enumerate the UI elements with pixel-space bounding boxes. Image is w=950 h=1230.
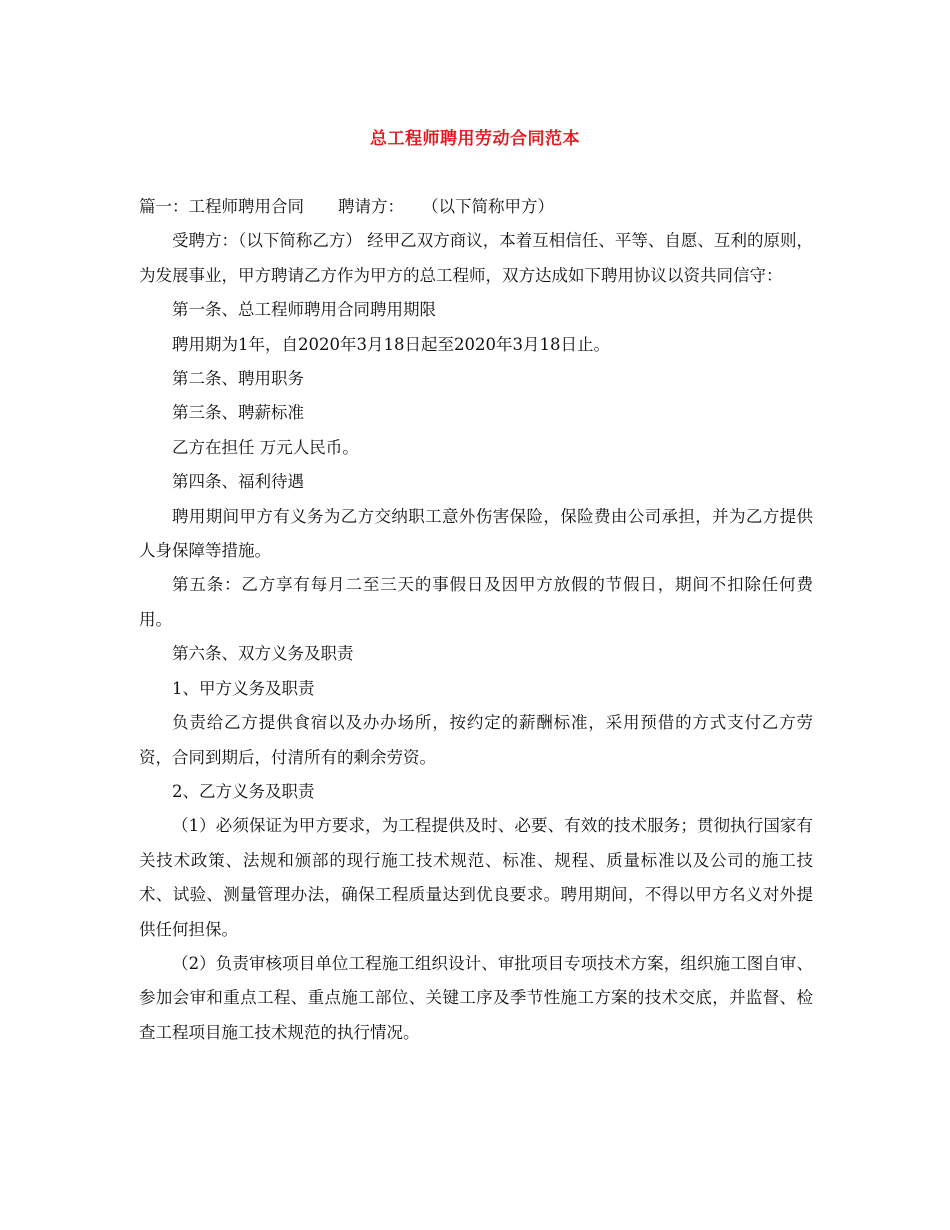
- paragraph: 乙方在担任 万元人民币。: [172, 437, 359, 457]
- document-title: 总工程师聘用劳动合同范本: [370, 129, 580, 149]
- sub-heading: 1、甲方义务及职责: [172, 678, 315, 698]
- article-heading: 第六条、双方义务及职责: [172, 644, 354, 664]
- sub-heading: 2、乙方义务及职责: [172, 781, 315, 801]
- paragraph: 负责给乙方提供食宿以及办办场所，按约定的薪酬标准，采用预借的方式支付乙方劳资，合同到期后，付清所有的剩余劳资。: [139, 713, 813, 767]
- intro-employer: 聘请方：: [338, 197, 404, 216]
- paragraph: （2）负责审核项目单位工程施工组织设计、审批项目专项技术方案，组织施工图自审、参加会审和重点工程、重点施工部位、关键工序及季节性施工方案的技术交底，并监督、检查工程项目施工技术规范的执行情况。: [139, 953, 813, 1042]
- paragraph: 聘用期为1年，自2020年3月18日起至2020年3月18日止。: [172, 334, 610, 354]
- document-body: [139, 190, 813, 1050]
- intro-line: [139, 190, 813, 224]
- paragraph: （1）必须保证为甲方要求，为工程提供及时、必要、有效的技术服务；贯彻执行国家有关技术政策、法规和颁部的现行施工技术规范、标准、规程、质量标准以及公司的施工技术、试验、测量管理办法，确保工程质量达到优良要求。聘用期间，不得以甲方名义对外提供任何担保。: [139, 816, 813, 939]
- intro-part: 篇一：工程师聘用合同: [139, 197, 304, 216]
- paragraph: 受聘方：（以下简称乙方） 经甲乙双方商议，本着互相信任、平等、自愿、互利的原则，为发展事业，甲方聘请乙方作为甲方的总工程师，双方达成如下聘用协议以资共同信守：: [139, 231, 813, 285]
- article-heading: 第四条、福利待遇: [172, 472, 304, 492]
- article-heading: 第二条、聘用职务: [172, 369, 304, 389]
- paragraph: 聘用期间甲方有义务为乙方交纳职工意外伤害保险，保险费由公司承担，并为乙方提供人身保障等措施。: [139, 506, 813, 561]
- article-heading: 第一条、总工程师聘用合同聘用期限: [172, 300, 436, 320]
- paragraph: 第五条：乙方享有每月二至三天的事假日及因甲方放假的节假日，期间不扣除任何费用。: [139, 575, 813, 629]
- intro-employer-note: （以下简称甲方）: [422, 197, 554, 216]
- article-heading: 第三条、聘薪标准: [172, 403, 304, 423]
